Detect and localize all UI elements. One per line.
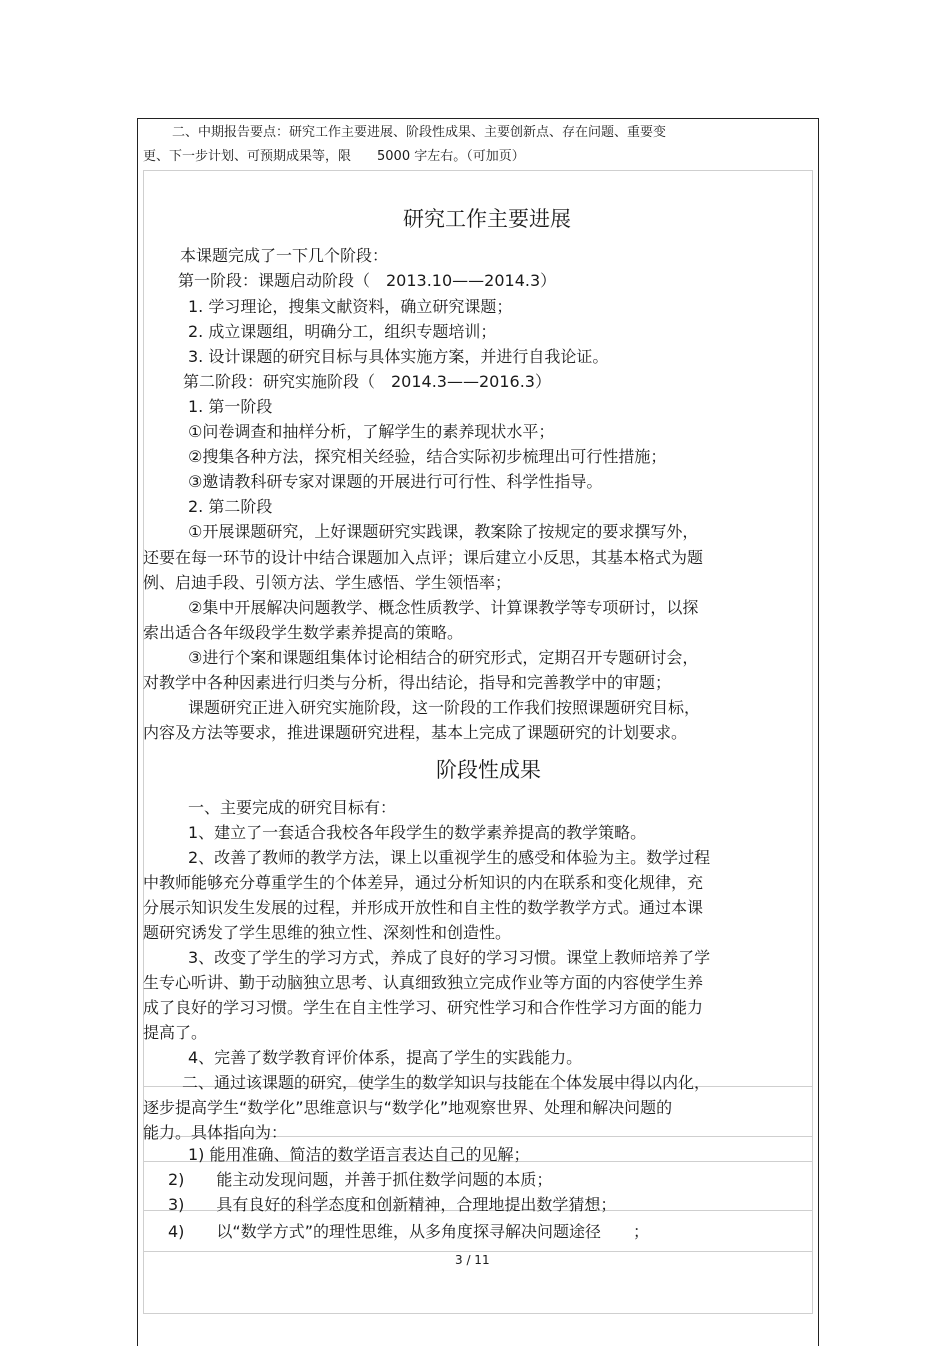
paragraph-line: ①开展课题研究，上好课题研究实践课，教案除了按规定的要求撰写外，: [188, 522, 699, 541]
paragraph-line: 一、主要完成的研究目标有：: [188, 798, 397, 817]
paragraph-line: 本课题完成了一下几个阶段：: [180, 246, 389, 265]
paragraph-line: 1. 第一阶段: [188, 397, 273, 416]
paragraph-line: 1、建立了一套适合我校各年段学生的数学素养提高的教学策略。: [188, 823, 647, 842]
paragraph-line: ①问卷调查和抽样分析，了解学生的素养现状水平；: [188, 422, 555, 441]
paragraph-line: 中教师能够充分尊重学生的个体差异，通过分析知识的内在联系和变化规律，充: [143, 873, 704, 892]
page-number: 3 / 11: [455, 1253, 490, 1267]
paragraph-line: 成了良好的学习习惯。学生在自主性学习、研究性学习和合作性学习方面的能力: [143, 998, 704, 1017]
paragraph-line: 逐步提高学生“数学化”思维意识与“数学化”地观察世界、处理和解决问题的: [143, 1098, 673, 1117]
report-instructions: 二、中期报告要点：研究工作主要进展、阶段性成果、主要创新点、存在问题、重要变: [172, 125, 667, 140]
paragraph-line: 索出适合各年级段学生数学素养提高的策略。: [143, 623, 464, 642]
paragraph-line: 内容及方法等要求，推进课题研究进程，基本上完成了课题研究的计划要求。: [143, 723, 688, 742]
paragraph-line: 3、改变了学生的学习方式，养成了良好的学习习惯。课堂上教师培养了学: [188, 948, 711, 967]
paragraph-line: 2. 第二阶段: [188, 497, 273, 516]
paragraph-line: 1. 学习理论，搜集文献资料，确立研究课题；: [188, 297, 513, 316]
paragraph-line: ③邀请教科研专家对课题的开展进行可行性、科学性指导。: [188, 472, 603, 491]
list-item: 2) 能主动发现问题，并善于抓住数学问题的本质；: [168, 1170, 553, 1189]
paragraph-line: ③进行个案和课题组集体讨论相结合的研究形式，定期召开专题研讨会，: [188, 648, 699, 667]
list-item: 3) 具有良好的科学态度和创新精神，合理地提出数学猜想；: [168, 1195, 617, 1214]
paragraph-line: 二、通过该课题的研究，使学生的数学知识与技能在个体发展中得以内化，: [182, 1073, 711, 1092]
paragraph-line: 3. 设计课题的研究目标与具体实施方案，并进行自我论证。: [188, 347, 609, 366]
list-item: 1) 能用准确、简洁的数学语言表达自己的见解；: [188, 1145, 530, 1164]
paragraph-line: 分展示知识发生发展的过程，并形成开放性和自主性的数学教学方式。通过本课: [143, 898, 704, 917]
paragraph-line: 对教学中各种因素进行归类与分析，得出结论，指导和完善教学中的审题；: [143, 673, 672, 692]
paragraph-line: 还要在每一环节的设计中结合课题加入点评；课后建立小反思，其基本格式为题: [143, 548, 704, 567]
section-title-results: 阶段性成果: [436, 758, 541, 782]
paragraph-line: 题研究诱发了学生思维的独立性、深刻性和创造性。: [143, 923, 512, 942]
list-item: 4) 以“数学方式”的理性思维，从多角度探寻解决问题途径 ；: [168, 1222, 650, 1241]
paragraph-line: 课题研究正进入研究实施阶段，这一阶段的工作我们按照课题研究目标，: [188, 698, 701, 717]
paragraph-line: 2. 成立课题组，明确分工，组织专题培训；: [188, 322, 497, 341]
paragraph-line: 生专心听讲、勤于动脑独立思考、认真细致独立完成作业等方面的内容使学生养: [143, 973, 704, 992]
paragraph-line: 4、完善了数学教育评价体系，提高了学生的实践能力。: [188, 1048, 583, 1067]
paragraph-line: 2、改善了教师的教学方法，课上以重视学生的感受和体验为主。数学过程: [188, 848, 711, 867]
paragraph-line: ②集中开展解决问题教学、概念性质教学、计算课教学等专项研讨，以探: [188, 598, 699, 617]
paragraph-line: 第二阶段：研究实施阶段（ 2014.3——2016.3）: [183, 372, 551, 391]
report-instructions-cont: 更、下一步计划、可预期成果等，限 5000 字左右。（可加页）: [143, 149, 525, 164]
paragraph-line: 第一阶段：课题启动阶段（ 2013.10——2014.3）: [178, 271, 557, 290]
paragraph-line: 例、启迪手段、引领方法、学生感悟、学生领悟率；: [143, 573, 512, 592]
paragraph-line: ②搜集各种方法，探究相关经验，结合实际初步梳理出可行性措施；: [188, 447, 667, 466]
paragraph-line: 提高了。: [143, 1023, 208, 1042]
section-title-progress: 研究工作主要进展: [403, 207, 571, 231]
paragraph-line: 能力。具体指向为：: [143, 1123, 288, 1142]
